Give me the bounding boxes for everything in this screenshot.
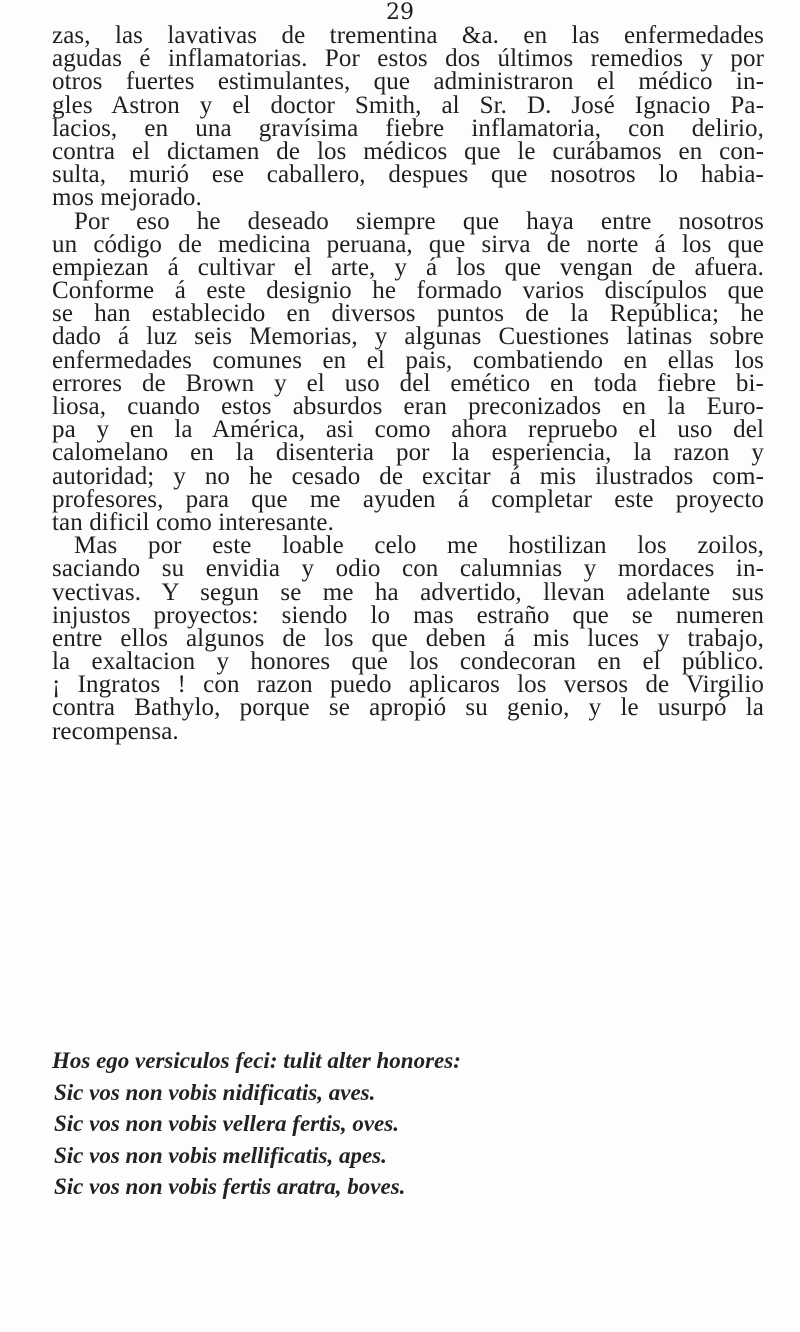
text-line: mos mejorado.: [52, 184, 202, 212]
text-line: ¡ Ingratos ! con razon puedo aplicaros los versos de Virgilio: [52, 671, 764, 699]
text-line: Mas por este loable celo me hostilizan los zoilos,: [74, 532, 764, 560]
text-line: autoridad; y no he cesado de excitar á mis ilustrados com-: [52, 462, 764, 490]
verse-line: Sic vos non vobis fertis aratra, boves.: [54, 1174, 406, 1199]
text-line: empiezan á cultivar el arte, y á los que vengan de afuera.: [52, 253, 764, 281]
text-line: vectivas. Y segun se me ha advertido, llevan adelante sus: [52, 578, 764, 606]
latin-verses: [50, 1045, 770, 1203]
text-line: enfermedades comunes en el pais, combatiendo en ellas los: [52, 346, 764, 374]
verse-line: Sic vos non vobis nidificatis, aves.: [54, 1079, 376, 1105]
text-line: calomelano en la disenteria por la esperiencia, la razon y: [52, 439, 764, 467]
verse-line: Hos ego versiculos feci: tulit alter honores:: [52, 1048, 461, 1073]
text-line: dado á luz seis Memorias, y algunas Cuestiones latinas sobre: [52, 323, 764, 351]
text-line: pa y en la América, asi como ahora repruebo el uso del: [52, 416, 764, 444]
text-line: liosa, cuando estos absurdos eran preconizados en la Euro-: [52, 393, 764, 420]
verse-line: Sic vos non vobis vellera fertis, oves.: [54, 1111, 399, 1136]
text-line: sulta, murió ese caballero, despues que nosotros lo habia-: [52, 161, 764, 189]
text-line: contra Bathylo, porque se apropió su genio, y le usurpó la: [52, 694, 764, 722]
text-line: otros fuertes estimulantes, que administraron el médico in-: [52, 68, 764, 96]
verse-line: Sic vos non vobis mellificatis, apes.: [54, 1142, 387, 1168]
text-line: la exaltacion y honores que los condecoran en el público.: [52, 648, 764, 676]
text-line: agudas é inflamatorias. Por estos dos últimos remedios y por: [52, 45, 764, 73]
text-line: un código de medicina peruana, que sirva de norte á los que: [52, 230, 764, 258]
body-text: [52, 24, 764, 743]
page-number: 29: [386, 0, 414, 25]
text-line: profesores, para que me ayuden á completar este proyecto: [52, 485, 764, 513]
text-line: contra el dictamen de los médicos que le curábamos en con-: [52, 137, 764, 165]
text-line: saciando su envidia y odio con calumnias y mordaces in-: [52, 555, 764, 583]
text-line: gles Astron y el doctor Smith, al Sr. D. José Ignacio Pa-: [52, 91, 764, 119]
text-line: entre ellos algunos de los que deben á mis luces y trabajo,: [52, 624, 764, 652]
text-line: lacios, en una gravísima fiebre inflamatoria, con delirio,: [52, 114, 764, 142]
text-line: Por eso he deseado siempre que haya entre nosotros: [74, 207, 764, 235]
text-line: Conforme á este designio he formado varios discípulos que: [52, 277, 764, 305]
text-line: zas, las lavativas de trementina &a. en las enfermedades: [52, 22, 764, 49]
text-line: tan dificil como interesante.: [52, 508, 334, 536]
text-line: recompensa.: [52, 717, 179, 745]
text-line: se han establecido en diversos puntos de la República; he: [52, 300, 764, 328]
text-line: injustos proyectos: siendo lo mas estraño que se numeren: [52, 601, 764, 629]
text-line: errores de Brown y el uso del emético en toda fiebre bi-: [52, 369, 764, 397]
